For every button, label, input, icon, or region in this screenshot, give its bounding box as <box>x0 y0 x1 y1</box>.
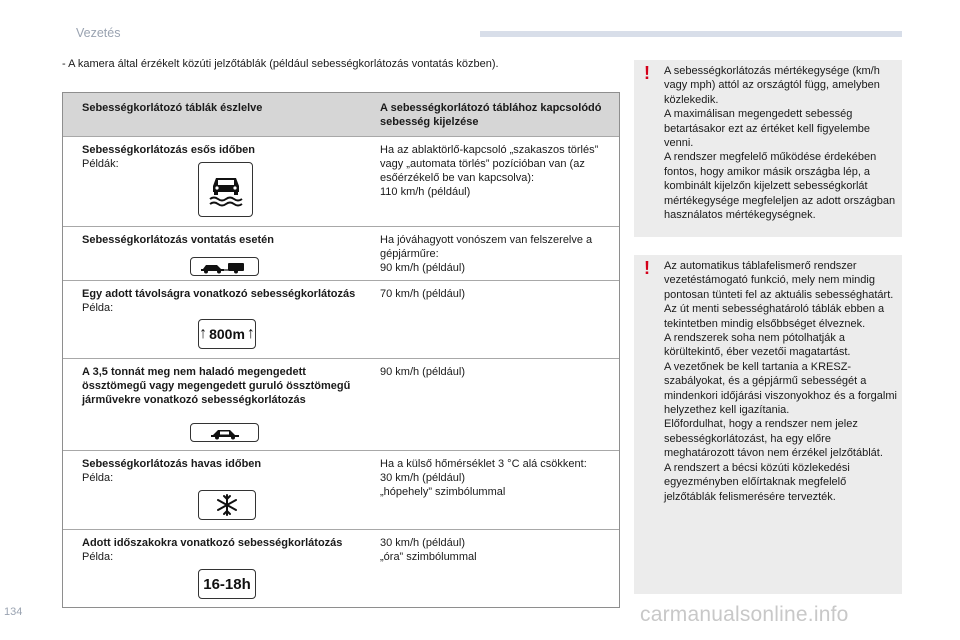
row-sub: Példa: <box>82 472 114 484</box>
arrow-up-icon: ↑ <box>246 325 255 342</box>
table-header-display: A sebességkorlátozó táblához kapcsolódó sebesség kijelzése <box>380 102 602 128</box>
warning-exclamation-icon: ! <box>644 258 650 278</box>
table-row <box>63 226 619 281</box>
car-with-trailer-icon <box>190 257 259 276</box>
wet-road-car-icon <box>198 162 253 217</box>
warning-exclamation-icon: ! <box>644 63 650 83</box>
warning-note <box>634 60 902 237</box>
snowflake-icon <box>198 490 256 520</box>
row-value: 30 km/h (például) „óra” szimbólummal <box>380 537 477 563</box>
intro-text: - A kamera által érzékelt közúti jelzőtáblák (például sebességkorlátozás vontatás közben). <box>62 58 499 70</box>
row-sub: Példák: <box>82 158 119 170</box>
page-number: 134 <box>4 606 23 618</box>
header-bar <box>480 31 902 37</box>
row-value: Ha a külső hőmérséklet 3 °C alá csökkent: 30 km/h (például) „hópehely” szimbólummal <box>380 458 587 498</box>
row-value: 90 km/h (például) <box>380 366 465 378</box>
row-title: Sebességkorlátozás esős időben <box>82 144 256 156</box>
car-icon <box>190 423 259 442</box>
table-row <box>63 136 619 227</box>
header-title: Vezetés <box>76 26 121 40</box>
sign-text: 16-18h <box>203 575 251 593</box>
warning-note-text: Az automatikus táblafelismerő rendszer vezetéstámogató funkció, mely nem mindig pontosan tünteti fel az aktuális sebességhatárt. Az út menti sebességhatároló táblák ebben a tekintetben mindig elsőbbséget élveznek. A rendszerek soha nem pótolhatják a körültekintő, éber vezetői magatartást. A vezetőnek be kell tartania a KRESZ-szabályokat, és a gépjármű sebességét a mindenkori időjárási viszonyokhoz és a forgalmi helyzethez kell igazítania. Előfordulhat, hogy a rendszer nem jelez sebességkorlátozást, ha egy előre meghatározott távon nem érzékel jelzőtáblát. A rendszert a bécsi közúti közlekedési egyezményben előírtaknak megfelelő jelzőtáblák felismerésére tervezték. <box>664 260 897 503</box>
table-row <box>63 450 619 530</box>
row-value: Ha az ablaktörlő-kapcsoló „szakaszos törlés” vagy „automata törlés” pozícióban van (az esőérzékelő be van kapcsolva): 110 km/h (például) <box>380 144 599 198</box>
table-row <box>63 280 619 359</box>
row-title: Adott időszakokra vonatkozó sebességkorlátozás <box>82 537 343 549</box>
warning-note-text: A sebességkorlátozás mértékegysége (km/h vagy mph) attól az országtól függ, amelyben közlekedik. A maximálisan megengedett sebesség betartásakor ezt az értéket kell figyelembe venni. A rendszer megfelelő működése érdekében fontos, hogy amikor másik országba lép, a kombinált kijelzőn kijelzett sebességkorlát mértékegysége megfeleljen az adott országban használatos mértékegységnek. <box>664 65 896 222</box>
row-title: Sebességkorlátozás havas időben <box>82 458 262 470</box>
table-row <box>63 358 619 451</box>
table-row <box>63 529 619 608</box>
table-header-row <box>63 93 619 136</box>
speed-sign-table <box>62 92 620 608</box>
row-title: Sebességkorlátozás vontatás esetén <box>82 234 274 246</box>
row-value: Ha jóváhagyott vonószem van felszerelve a gépjárműre: 90 km/h (például) <box>380 234 593 274</box>
time-period-sign <box>198 569 256 599</box>
row-value: 70 km/h (például) <box>380 288 465 300</box>
row-sub: Példa: <box>82 302 114 314</box>
table-header-detected: Sebességkorlátozó táblák észlelve <box>82 102 263 114</box>
row-title: A 3,5 tonnát meg nem haladó megengedett össztömegű vagy megengedett guruló össztömegű járművekre vonatkozó sebességkorlátozás <box>82 366 351 406</box>
row-sub: Példa: <box>82 551 114 563</box>
watermark: carmanualsonline.info <box>640 603 849 626</box>
arrow-up-icon: ↑ <box>199 325 208 342</box>
warning-note <box>634 255 902 594</box>
sign-text: 800m <box>209 326 245 342</box>
row-title: Egy adott távolságra vonatkozó sebességkorlátozás <box>82 288 356 300</box>
distance-sign <box>198 319 256 349</box>
